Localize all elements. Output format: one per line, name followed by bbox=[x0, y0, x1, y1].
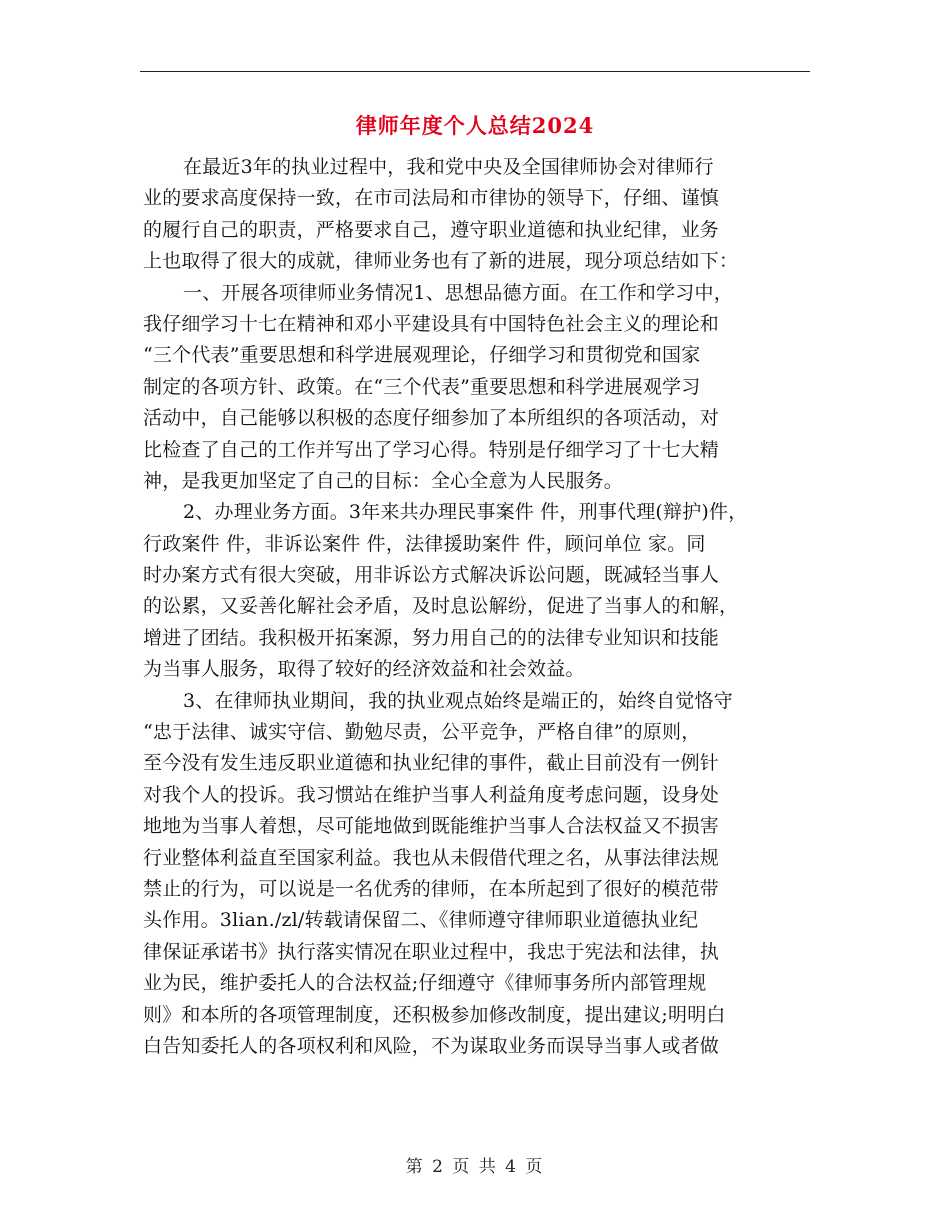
document-title: 律师年度个人总结2024 bbox=[355, 113, 595, 138]
body-line: 律保证承诺书》执行落实情况在职业过程中，我忠于宪法和法律，执 bbox=[143, 940, 720, 963]
body-line: 的履行自己的职责，严格要求自己，遵守职业道德和执业纪律，业务 bbox=[143, 218, 720, 241]
body-line: “忠于法律、诚实守信、勤勉尽责，公平竞争，严格自律”的原则， bbox=[143, 721, 701, 744]
body-line: 地地为当事人着想，尽可能地做到既能维护当事人合法权益又不损害 bbox=[143, 815, 720, 838]
body-line: 比检查了自己的工作并写出了学习心得。特别是仔细学习了十七大精 bbox=[143, 438, 720, 461]
body-line: 禁止的行为，可以说是一名优秀的律师，在本所起到了很好的模范带 bbox=[143, 877, 720, 900]
body-line: 行政案件 件，非诉讼案件 件，法律援助案件 件，顾问单位 家。同 bbox=[143, 532, 706, 555]
page-number: 第 2 页 共 4 页 bbox=[405, 1157, 545, 1177]
body-line: 神，是我更加坚定了自己的目标：全心全意为人民服务。 bbox=[143, 469, 624, 492]
body-line: 3、在律师执业期间，我的执业观点始终是端正的，始终自觉恪守 bbox=[183, 689, 733, 712]
body-line: 我仔细学习十七在精神和邓小平建设具有中国特色社会主义的理论和 bbox=[143, 312, 720, 335]
body-line: 行业整体利益直至国家利益。我也从未假借代理之名，从事法律法规 bbox=[143, 846, 720, 869]
body-line: 业的要求高度保持一致，在市司法局和市律协的领导下，仔细、谨慎 bbox=[143, 187, 720, 210]
document-body bbox=[143, 152, 813, 1062]
body-line: 至今没有发生违反职业道德和执业纪律的事件，截止目前没有一例针 bbox=[143, 752, 720, 775]
body-line: 上也取得了很大的成就，律师业务也有了新的进展，现分项总结如下： bbox=[143, 250, 739, 273]
body-line: 增进了团结。我积极开拓案源，努力用自己的的法律专业知识和技能 bbox=[143, 626, 720, 649]
body-line: “三个代表”重要思想和科学进展观理论，仔细学习和贯彻党和国家 bbox=[143, 344, 701, 367]
body-line: 一、开展各项律师业务情况1、思想品德方面。在工作和学习中， bbox=[183, 281, 733, 304]
body-line: 白告知委托人的各项权利和风险，不为谋取业务而误导当事人或者做 bbox=[143, 1034, 720, 1057]
body-line: 头作用。3lian./zl/转载请保留二、《律师遵守律师职业道德执业纪 bbox=[143, 909, 699, 932]
body-line: 在最近3年的执业过程中，我和党中央及全国律师协会对律师行 bbox=[183, 156, 714, 178]
body-line: 对我个人的投诉。我习惯站在维护当事人利益角度考虑问题，设身处 bbox=[143, 783, 720, 806]
body-line: 活动中，自己能够以积极的态度仔细参加了本所组织的各项活动，对 bbox=[143, 407, 720, 430]
body-line: 则》和本所的各项管理制度，还积极参加修改制度，提出建议;明明白 bbox=[143, 1003, 726, 1026]
body-line: 业为民，维护委托人的合法权益;仔细遵守《律师事务所内部管理规 bbox=[143, 972, 707, 995]
body-line: 2、办理业务方面。3年来共办理民事案件 件，刑事代理(辩护)件， bbox=[183, 501, 748, 524]
body-line: 的讼累，又妥善化解社会矛盾，及时息讼解纷，促进了当事人的和解， bbox=[143, 595, 739, 618]
header-rule bbox=[140, 71, 810, 72]
body-line: 为当事人服务，取得了较好的经济效益和社会效益。 bbox=[143, 658, 585, 681]
body-line: 制定的各项方针、政策。在“三个代表”重要思想和科学进展观学习 bbox=[143, 375, 701, 398]
body-line: 时办案方式有很大突破，用非诉讼方式解决诉讼问题，既减轻当事人 bbox=[143, 564, 720, 587]
